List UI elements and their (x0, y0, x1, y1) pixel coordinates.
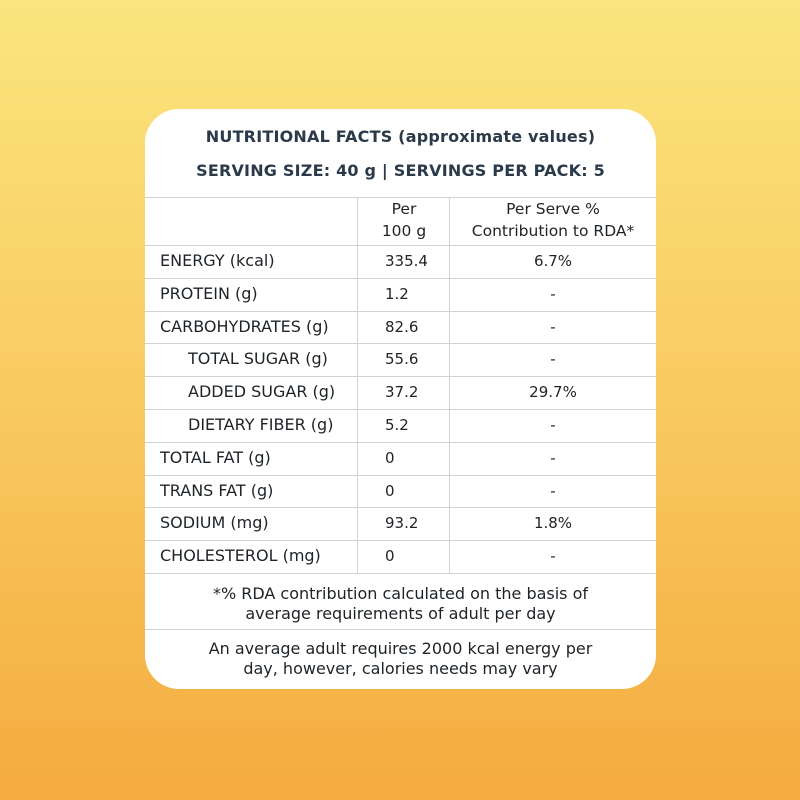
row-divider (145, 376, 656, 377)
header-per-100g (358, 198, 450, 242)
table-row (145, 409, 656, 441)
per-100g-value: 335.4 (385, 252, 428, 270)
serving-info: SERVING SIZE: 40 g | SERVINGS PER PACK: 5 (196, 161, 605, 180)
rda-footnote-line1: *% RDA contribution calculated on the basis of (212, 584, 589, 603)
table-row (145, 343, 656, 375)
per-100g-value: 0 (385, 547, 395, 566)
row-divider (145, 475, 656, 476)
nutrient-name: TRANS FAT (g) (160, 480, 274, 500)
row-divider (145, 409, 656, 410)
table-row (145, 278, 656, 310)
header-per-100g-line1: Per (391, 200, 417, 218)
row-divider (145, 311, 656, 312)
per-100g-value: 37.2 (385, 383, 419, 402)
table-row (145, 245, 656, 277)
nutrient-name: CARBOHYDRATES (g) (160, 316, 329, 336)
row-divider (145, 540, 656, 541)
energy-note-line2: day, however, calories needs may vary (243, 659, 558, 678)
row-divider (145, 442, 656, 443)
divider (145, 629, 656, 630)
header-rda-line1: Per Serve % (506, 200, 600, 218)
row-divider (145, 343, 656, 344)
rda-footnote-line2: average requirements of adult per day (245, 604, 556, 623)
table-row (145, 442, 656, 474)
column-divider (357, 197, 358, 573)
table-row (145, 507, 656, 539)
nutrient-name: PROTEIN (g) (160, 283, 258, 303)
nutrient-name: TOTAL SUGAR (g) (188, 349, 328, 369)
rda-value: - (550, 350, 556, 369)
rda-value: 1.8% (533, 514, 573, 533)
divider (145, 573, 656, 574)
nutrient-name: DIETARY FIBER (g) (188, 415, 334, 434)
nutrient-name: TOTAL FAT (g) (160, 447, 271, 467)
header-per-100g-line2: 100 g (381, 222, 427, 240)
table-row (145, 311, 656, 343)
table-row (145, 540, 656, 572)
nutrient-name: SODIUM (mg) (160, 513, 269, 533)
per-100g-value: 1.2 (385, 284, 409, 303)
header-rda-line2: Contribution to RDA* (471, 222, 635, 240)
energy-note-line1: An average adult requires 2000 kcal energy per (208, 639, 593, 658)
row-divider (145, 507, 656, 508)
nutrient-name: ADDED SUGAR (g) (188, 382, 336, 402)
rda-value: - (550, 448, 556, 467)
nutrition-facts-card (145, 109, 656, 689)
energy-note (145, 639, 656, 679)
rda-value: 6.7% (533, 252, 573, 270)
rda-value: - (550, 416, 556, 434)
nutrition-title: NUTRITIONAL FACTS (approximate values) (205, 127, 596, 146)
per-100g-value: 5.2 (385, 416, 409, 434)
nutrient-name: ENERGY (kcal) (160, 251, 275, 270)
rda-value: - (550, 547, 556, 566)
table-row (145, 475, 656, 507)
rda-value: - (550, 284, 556, 303)
nutrient-name: CHOLESTEROL (mg) (160, 546, 321, 566)
column-divider (449, 197, 450, 573)
per-100g-value: 82.6 (385, 317, 419, 336)
rda-footnote (145, 584, 656, 624)
rda-value: 29.7% (529, 383, 577, 402)
table-row (145, 376, 656, 408)
header-rda (450, 198, 656, 242)
rda-value: - (550, 317, 556, 336)
per-100g-value: 93.2 (385, 514, 419, 533)
per-100g-value: 55.6 (385, 350, 419, 369)
rda-value: - (550, 481, 556, 500)
per-100g-value: 0 (385, 448, 395, 467)
per-100g-value: 0 (385, 481, 395, 500)
row-divider (145, 278, 656, 279)
